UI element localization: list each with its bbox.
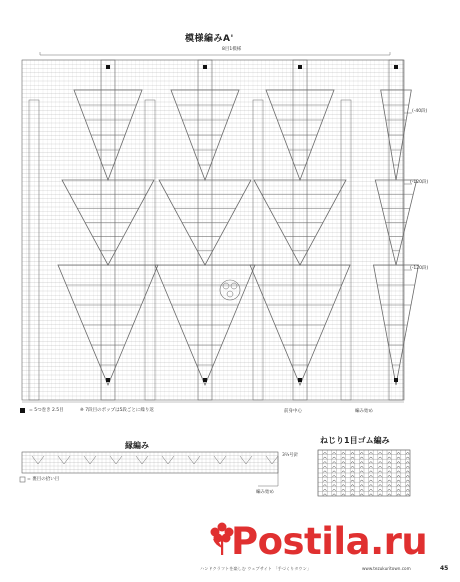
rib-pattern-grid bbox=[318, 450, 410, 496]
edge-title: 縁編み bbox=[125, 441, 149, 450]
watermark-logo bbox=[231, 520, 427, 563]
rib-title: ねじり1目ゴム編み bbox=[320, 436, 390, 445]
footer-url: www.tezukuritown.com bbox=[362, 566, 411, 571]
edge-start-label: 編み始め bbox=[256, 490, 274, 495]
watermark-suffix: .ru bbox=[370, 520, 428, 563]
page-number: 45 bbox=[440, 565, 449, 572]
pattern-a-grid bbox=[20, 52, 419, 413]
center-label: 前身中心 bbox=[284, 409, 302, 414]
start-label: 編み始め bbox=[355, 409, 373, 414]
pattern-a-note: ※ 7段目のポップは5段ごとに繰り返 bbox=[80, 408, 154, 413]
repeat-label: 8目1模様 bbox=[222, 47, 242, 52]
edge-pattern-grid bbox=[20, 452, 278, 486]
pattern-a-legend: = 5つ巻き 2.5目 bbox=[29, 408, 64, 413]
row-mark-2: (-120段) bbox=[410, 180, 429, 185]
row-mark-1: (-40段) bbox=[412, 109, 428, 114]
edge-side-label: 3⅔号針 bbox=[282, 453, 299, 458]
edge-legend: = 裏目の拾い目 bbox=[27, 477, 60, 482]
watermark-text: Postila bbox=[231, 520, 371, 563]
row-mark-3: (-120段) bbox=[410, 266, 429, 271]
footer-text: ハンドクラフトを楽しむ ウェブサイト 「手づくりタウン」 bbox=[200, 566, 311, 571]
pattern-a-title: 模様編みA' bbox=[185, 34, 234, 44]
